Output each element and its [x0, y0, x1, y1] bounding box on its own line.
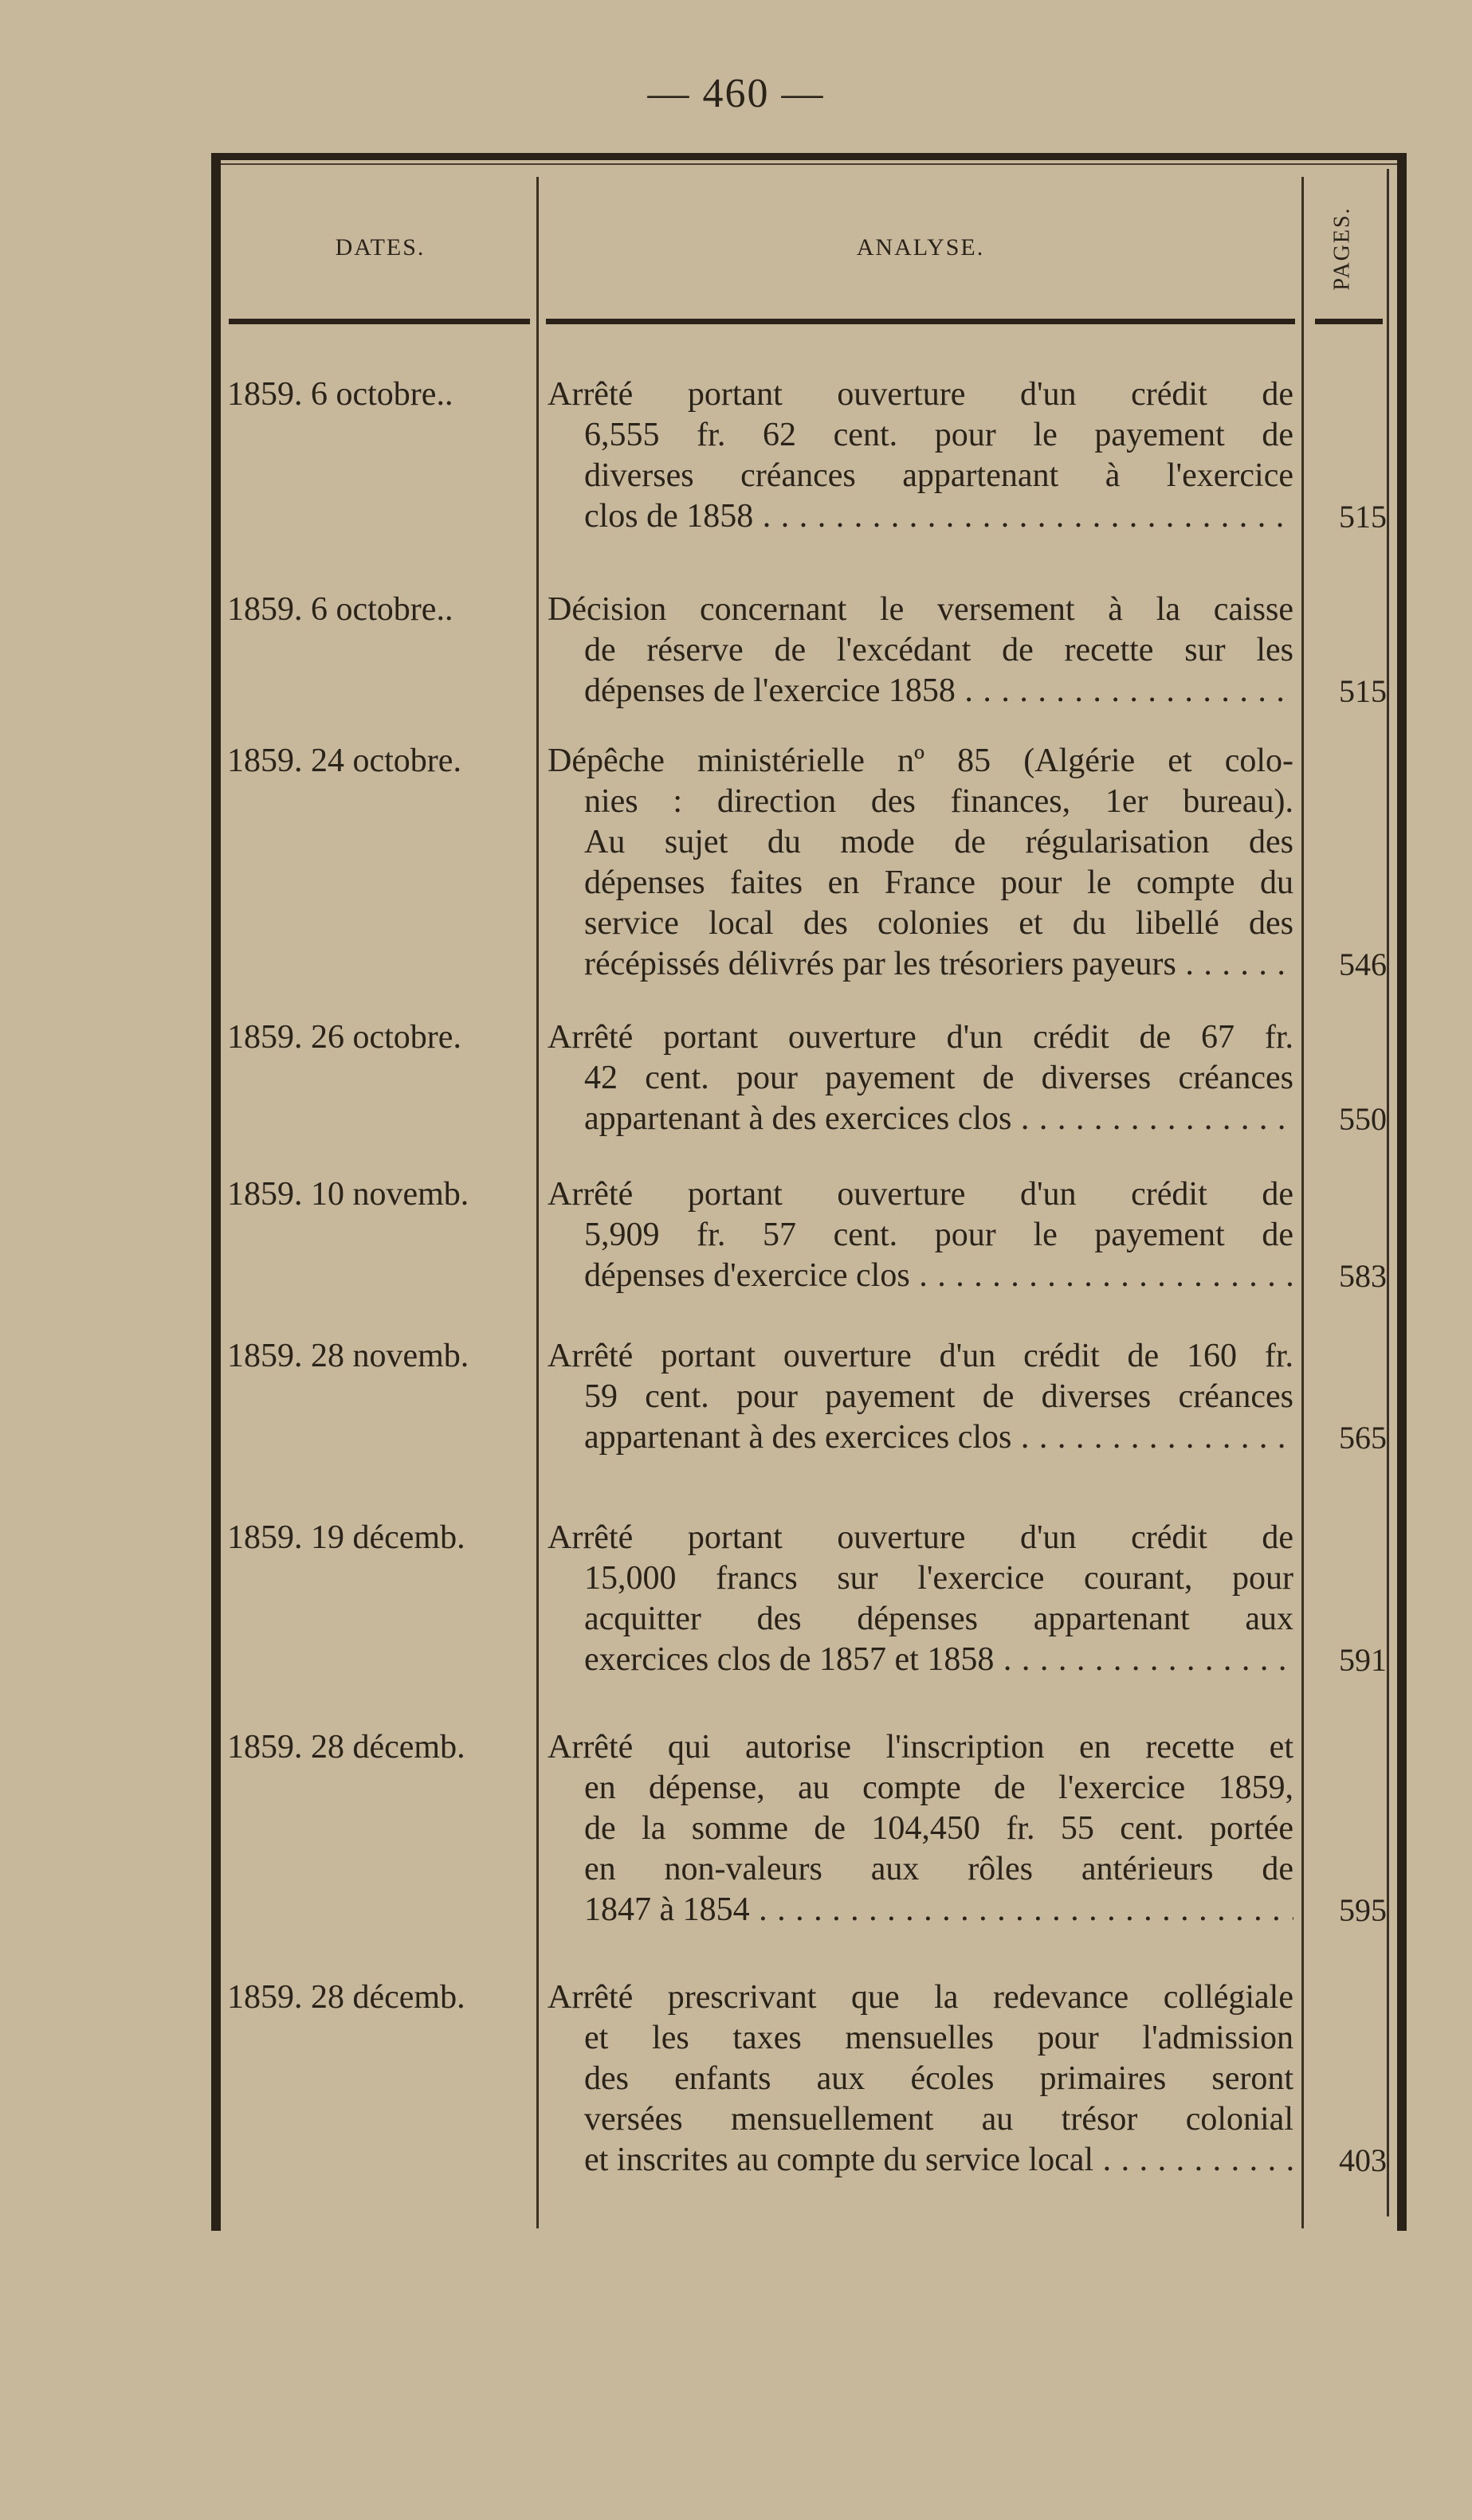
header-analyse: ANALYSE.: [856, 234, 985, 261]
entry-page-number: 591: [1339, 1642, 1387, 1678]
entry-analysis-line: Arrêté portant ouverture d'un crédit de 67 fr.: [548, 1019, 1293, 1056]
entry-page-number: 583: [1339, 1258, 1387, 1294]
entry-analysis-line: des enfants aux écoles primaires seront: [584, 2060, 1293, 2097]
entry-page-number: 403: [1339, 2142, 1387, 2178]
entry-analysis-line: récépissés délivrés par les trésoriers payeurs . . .: [548, 944, 1293, 985]
entry-analysis: [548, 1977, 1293, 2181]
entry-page-number: 565: [1339, 1420, 1387, 1456]
column-divider-dates: [536, 177, 539, 2228]
entry-analysis-line: Arrêté portant ouverture d'un crédit de 160 fr.: [548, 1338, 1293, 1374]
entry-date: 1859. 28 novemb.: [227, 1338, 469, 1374]
header-underline-pages: [1315, 319, 1383, 324]
entry-analysis-line: exercices clos de 1857 et 1858 . . .: [548, 1640, 1293, 1680]
header-dates: DATES.: [335, 234, 426, 261]
entry-date: 1859. 24 octobre.: [227, 743, 461, 779]
entry-date: 1859. 6 octobre..: [227, 591, 453, 628]
entry-analysis-line: 15,000 francs sur l'exercice courant, pour: [584, 1560, 1293, 1597]
entry-page-number: 595: [1339, 1892, 1387, 1928]
entry-analysis-line: de réserve de l'excédant de recette sur les: [584, 632, 1293, 668]
entry-analysis: [548, 1174, 1293, 1296]
entry-analysis-line: Arrêté prescrivant que la redevance collégiale: [548, 1979, 1293, 2016]
entry-analysis-line: 6,555 fr. 62 cent. pour le payement de: [584, 417, 1293, 453]
entry-analysis: [548, 1727, 1293, 1930]
entry-analysis-line: 1847 à 1854 . . .: [548, 1890, 1293, 1930]
entry-analysis-line: acquitter des dépenses appartenant aux: [584, 1601, 1293, 1637]
entry-date: 1859. 28 décemb.: [227, 1729, 465, 1766]
index-table: [211, 153, 1407, 2231]
entry-analysis-line: Arrêté portant ouverture d'un crédit de: [548, 376, 1293, 413]
right-border: [1397, 153, 1407, 2231]
header-pages-label: PAGES.: [1330, 206, 1355, 291]
entry-date: 1859. 28 décemb.: [227, 1979, 465, 2016]
entry-analysis-line: Arrêté portant ouverture d'un crédit de: [548, 1519, 1293, 1556]
entry-analysis: [548, 1518, 1293, 1680]
entry-analysis-line: nies : direction des finances, 1er bureau).: [584, 783, 1293, 820]
entry-analysis-line: service local des colonies et du libellé des: [584, 905, 1293, 942]
entry-analysis-line: Décision concernant le versement à la caisse: [548, 591, 1293, 628]
entry-analysis-line: 59 cent. pour payement de diverses créances: [584, 1378, 1293, 1415]
entry-analysis: [548, 1336, 1293, 1458]
entry-analysis-line: dépenses faites en France pour le compte du: [584, 864, 1293, 901]
entry-analysis-line: appartenant à des exercices clos . . .: [548, 1099, 1293, 1139]
page-number: — 460 —: [647, 71, 825, 116]
entry-date: 1859. 10 novemb.: [227, 1176, 469, 1213]
entry-analysis-line: Au sujet du mode de régularisation des: [584, 824, 1293, 860]
entry-analysis: [548, 1017, 1293, 1139]
header-underline-analyse: [546, 319, 1295, 324]
entry-analysis-line: et les taxes mensuelles pour l'admission: [584, 2020, 1293, 2056]
entry-analysis-line: versées mensuellement au trésor colonial: [584, 2101, 1293, 2138]
entry-analysis-line: diverses créances appartenant à l'exercice: [584, 457, 1293, 494]
entry-analysis: [548, 590, 1293, 711]
entry-analysis-line: dépenses de l'exercice 1858 . . .: [548, 671, 1293, 711]
entry-analysis-line: Arrêté portant ouverture d'un crédit de: [548, 1176, 1293, 1213]
entry-analysis-line: 42 cent. pour payement de diverses créances: [584, 1060, 1293, 1096]
column-divider-pages: [1301, 177, 1304, 2228]
entry-analysis-line: et inscrites au compte du service local . . .: [548, 2140, 1293, 2181]
entry-analysis-line: 5,909 fr. 57 cent. pour le payement de: [584, 1217, 1293, 1253]
entry-page-number: 515: [1339, 673, 1387, 709]
entry-analysis-line: de la somme de 104,450 fr. 55 cent. portée: [584, 1810, 1293, 1847]
entry-date: 1859. 26 octobre.: [227, 1019, 461, 1056]
top-rule: [211, 153, 1407, 160]
entry-analysis-line: appartenant à des exercices clos . . .: [548, 1417, 1293, 1458]
entry-date: 1859. 6 octobre..: [227, 376, 453, 413]
entry-analysis-line: en dépense, au compte de l'exercice 1859,: [584, 1769, 1293, 1806]
header-underline-dates: [229, 319, 530, 324]
entry-analysis-line: clos de 1858 . . .: [548, 496, 1293, 537]
right-border-thin: [1387, 169, 1389, 2216]
entry-analysis: [548, 374, 1293, 537]
entry-analysis-line: Arrêté qui autorise l'inscription en recette et: [548, 1729, 1293, 1766]
header-pages: [1307, 185, 1379, 312]
entry-page-number: 546: [1339, 946, 1387, 982]
entry-date: 1859. 19 décemb.: [227, 1519, 465, 1556]
entry-analysis: [548, 741, 1293, 985]
top-rule-thin: [211, 163, 1407, 165]
entry-page-number: 515: [1339, 499, 1387, 535]
entry-analysis-line: en non-valeurs aux rôles antérieurs de: [584, 1851, 1293, 1887]
entry-page-number: 550: [1339, 1101, 1387, 1137]
entry-analysis-line: dépenses d'exercice clos . . .: [548, 1256, 1293, 1296]
left-border: [211, 153, 221, 2231]
entry-analysis-line: Dépêche ministérielle nº 85 (Algérie et colo-: [548, 743, 1293, 779]
